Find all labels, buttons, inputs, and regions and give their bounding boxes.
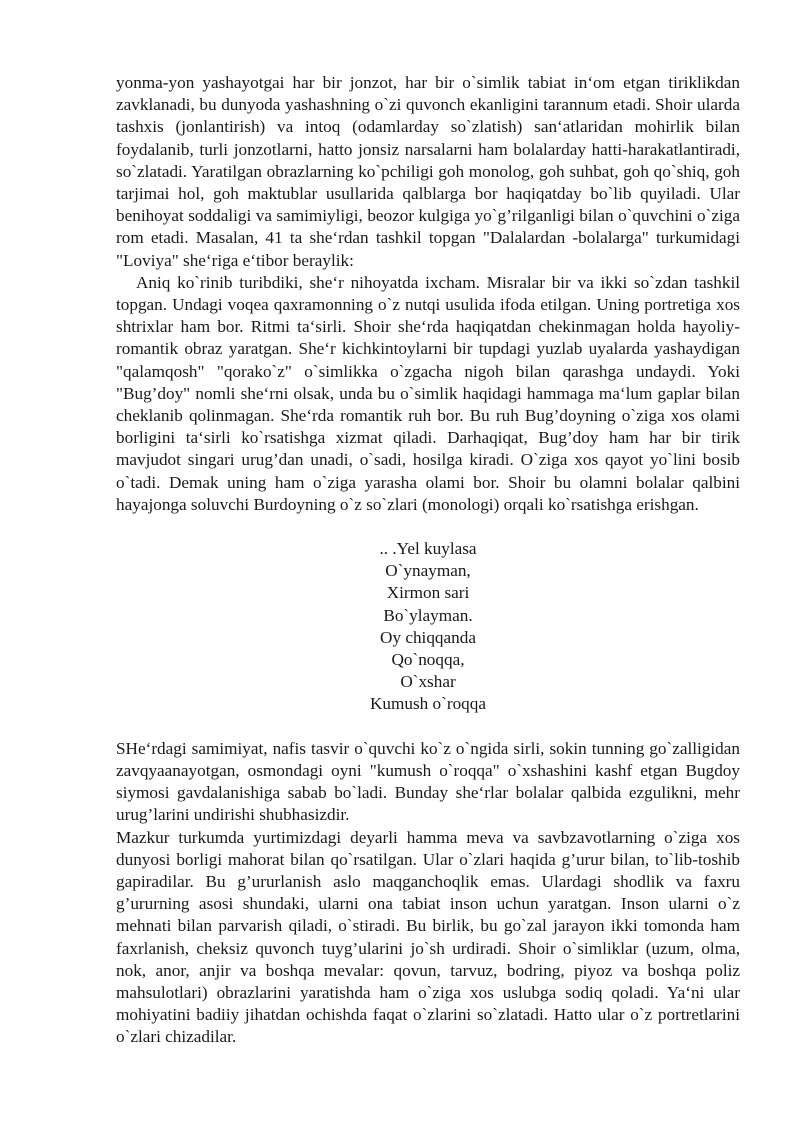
poem-line: O`xshar bbox=[400, 672, 456, 692]
poem-line: Qo`noqqa, bbox=[391, 650, 465, 670]
poem-line: Bo`ylayman. bbox=[383, 605, 473, 625]
poem-line: O`ynayman, bbox=[385, 561, 471, 581]
paragraph-intro: yonma-yon yashayotgai har bir jonzot, har bir o`simlik tabiat in‘om etgan tiriklikdan zavklanadi, bu dunyoda yashashning o`zi quvonch ekanligini tarannum etadi. Shoir ularda tashxis (jonlantirish) va intoq (odamlarday so`zlatish) san‘atlaridan mohirlik bilan foydalanib, turli jonzotlarni, hatto jonsiz narsalarni ham bolalarday hatti-harakatlantiradi, so`zlatadi. Yaratilgan obrazlarning ko`pchiligi goh monolog, goh suhbat, goh qo`shiq, goh tarjimai hol, goh maktublar usullarida qalblarga bor haqiqatday bo`lib quyiladi. Ular benihoyat soddaligi va samimiyligi, beozor kulgiga yo`g’rilganligi bilan o`quvchini o`ziga rom etadi. Masalan, 41 ta she‘rdan tashkil topgan "Dalalardan -bolalarga" turkumidagi "Loviya" she‘riga e‘tibor beraylik: bbox=[116, 73, 740, 270]
poem-line: Oy chiqqanda bbox=[380, 627, 476, 647]
paragraph-analysis: Aniq ko`rinib turibdiki, she‘r nihoyatda ixcham. Misralar bir va ikki so`zdan tashkil topgan. Undagi voqea qaxramonning o`z nutqi usulida ifoda etilgan. Uning portretiga xos shtrixlar ham bor. Ritmi ta‘sirli. Shoir she‘rda haqiqatdan chekinmagan holda hayoliy-romantik obraz yaratgan. She‘r kichkintoylarni bir tupdagi yuzlab uyalarda yashaydigan "qalamqosh" "qorako`z" o`simlikka o`zgacha nigoh bilan qarashga undaydi. Yoki "Bug’doy" nomli she‘rni olsak, unda bu o`simlik haqidagi hammaga ma‘lum gaplar bilan cheklanib qolinmagan. She‘rda romantik ruh bor. Bu ruh Bug’doyning o`ziga xos olami borligini ta‘sirli ko`rsatishga xizmat qiladi. Darhaqiqat, Bug’doy ham har bir tirik mavjudot singari urug’dan unadi, o`sadi, hosilga kiradi. O`ziga xos qayot yo`lini bosib o`tadi. Demak uning ham o`ziga yarasha olami bor. Shoir bu olamni bolalar qalbini hayajonga soluvchi Burdoyning o`z so`zlari (monologi) orqali ko`rsatishga erishgan. bbox=[116, 272, 740, 514]
poem-block bbox=[116, 538, 740, 716]
poem-line: Xirmon sari bbox=[386, 583, 470, 603]
poem-line: .. .Yel kuylasa bbox=[379, 539, 477, 559]
poem-line: Kumush o`roqqa bbox=[370, 694, 486, 714]
document-page bbox=[116, 72, 740, 1049]
paragraph-cycle: Mazkur turkumda yurtimizdagi deyarli hamma meva va savbzavotlarning o`ziga xos dunyosi borligi mahorat bilan qo`rsatilgan. Ular o`zlari haqida g’urur bilan, to`lib-toshib gapiradilar. Bu g’ururlanish aslo maqganchoqlik emas. Ulardagi shodlik va faxru g’ururning asosi shundaki, ularni ona tabiat inson uchun yaratgan. Inson ularni o`z mehnati bilan parvarish qiladi, o`stiradi. Bu birlik, bu go`zal jarayon ikki tomonda ham faxrlanish, cheksiz quvonch tuyg’ularini jo`sh urdiradi. Shoir o`simliklar (uzum, olma, nok, anor, anjir va boshqa mevalar: qovun, tarvuz, bodring, piyoz va boshqa poliz mahsulotlari) obrazlarini yaratishda ham o`ziga xos uslubga sodiq qoladi. Ya‘ni ular mohiyatini badiiy jihatdan ochishda faqat o`zlarini so`zlatadi. Hatto ular o`z portretlarini o`zlari chizadilar. bbox=[116, 827, 740, 1047]
paragraph-sincerity: SHe‘rdagi samimiyat, nafis tasvir o`quvchi ko`z o`ngida sirli, sokin tunning go`zalligidan zavqyaanayotgan, osmondagi oyni "kumush o`roqqa" o`xshashini kashf etgan Bugdoy siymosi gavdalanishiga sabab bo`ladi. Bunday she‘rlar bolalar qalbida ezgulikni, mehr urug’larini undirishi shubhasizdir. bbox=[116, 738, 740, 825]
